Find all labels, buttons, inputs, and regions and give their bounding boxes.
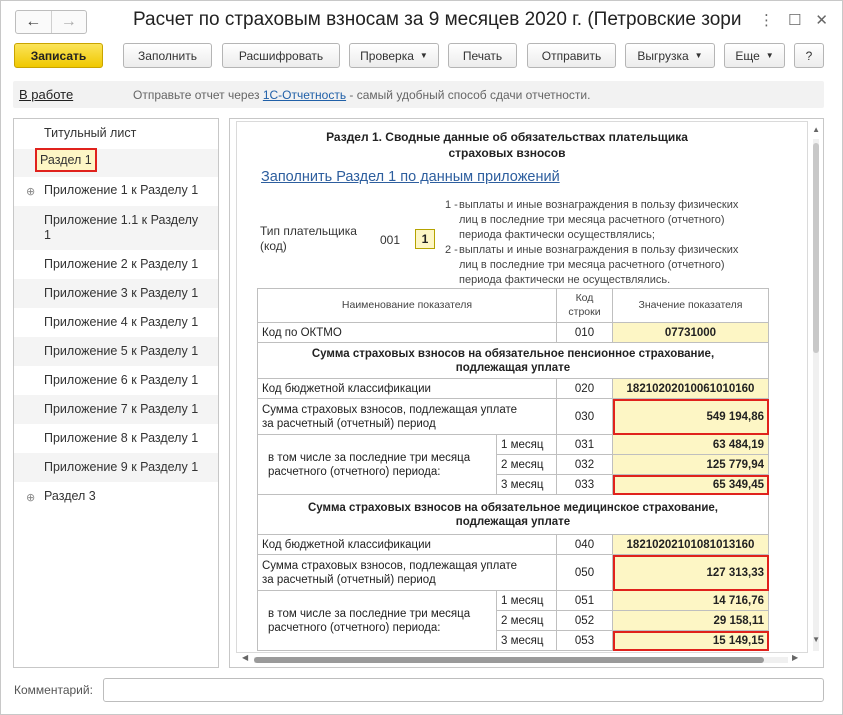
row-label-1: Сумма страховых взносов, подлежащая уплате xyxy=(262,559,518,572)
row-code: 010 xyxy=(557,323,613,343)
chevron-down-icon: ▼ xyxy=(765,51,774,60)
month-label: 1 месяц xyxy=(497,591,557,611)
vertical-scrollbar[interactable] xyxy=(813,139,819,651)
send-button[interactable]: Отправить xyxy=(527,43,616,68)
tree-item-appendix-6[interactable]: Приложение 6 к Разделу 1 xyxy=(44,373,199,387)
more-dropdown[interactable] xyxy=(724,43,785,68)
note-text: лиц в последние три месяца расчетного (отчетного) xyxy=(459,214,725,226)
back-arrow-icon[interactable]: ← xyxy=(25,13,42,30)
pension-sum-field[interactable]: 549 194,86 xyxy=(613,399,769,435)
close-icon[interactable]: ✕ xyxy=(815,12,828,29)
tree-item-section-3[interactable] xyxy=(14,489,218,504)
payer-type-label-2: (код) xyxy=(260,239,287,253)
fill-button[interactable]: Заполнить xyxy=(123,43,212,68)
row-code: 052 xyxy=(557,611,613,631)
medical-month-1-field[interactable]: 14 716,76 xyxy=(613,591,769,611)
header-code-2: строки xyxy=(568,306,601,318)
decode-button[interactable]: Расшифровать xyxy=(222,43,340,68)
check-label: Проверка xyxy=(360,48,414,63)
row-code: 030 xyxy=(557,399,613,435)
medical-kbk-field[interactable]: 18210202101081013160 xyxy=(613,535,769,555)
comment-label: Комментарий: xyxy=(14,683,93,697)
table-row xyxy=(257,535,769,555)
forward-arrow-icon[interactable]: → xyxy=(51,11,87,33)
row-code: 032 xyxy=(557,455,613,475)
tree-item-appendix-1-1[interactable] xyxy=(14,206,218,250)
row-label-2: за расчетный (отчетный) период xyxy=(262,417,436,430)
medical-month-2-field[interactable]: 29 158,11 xyxy=(613,611,769,631)
pension-month-1-field[interactable]: 63 484,19 xyxy=(613,435,769,455)
row-label xyxy=(257,591,497,651)
tree-item-appendix-9[interactable]: Приложение 9 к Разделу 1 xyxy=(14,453,218,482)
chevron-down-icon: ▼ xyxy=(694,51,703,60)
month-label: 2 месяц xyxy=(497,611,557,631)
save-button[interactable]: Записать xyxy=(14,43,103,68)
row-code: 051 xyxy=(557,591,613,611)
payer-type-label xyxy=(260,224,357,254)
row-label: Код бюджетной классификации xyxy=(257,379,557,399)
row-label xyxy=(257,555,557,591)
row-label-2: расчетного (отчетного) периода: xyxy=(268,621,441,634)
tree-item-label-cont: 1 xyxy=(44,228,51,242)
row-label: Код бюджетной классификации xyxy=(257,535,557,555)
note-number: 2 - xyxy=(445,244,458,256)
note-text: выплаты и иные вознаграждения в пользу физических xyxy=(459,199,739,211)
payer-type-line-code: 001 xyxy=(380,233,401,247)
export-label: Выгрузка xyxy=(637,48,689,63)
section-title-line-1: Раздел 1. Сводные данные об обязательствах плательщика xyxy=(326,130,688,144)
1c-reporting-link[interactable]: 1С-Отчетность xyxy=(262,88,347,102)
tree-item-appendix-5[interactable]: Приложение 5 к Разделу 1 xyxy=(14,337,218,366)
check-dropdown[interactable] xyxy=(349,43,439,68)
scroll-down-icon[interactable]: ▼ xyxy=(812,635,820,644)
nav-buttons xyxy=(15,10,87,34)
tree-item-appendix-4[interactable]: Приложение 4 к Разделу 1 xyxy=(44,315,199,329)
status-bar xyxy=(13,81,824,108)
row-code: 050 xyxy=(557,555,613,591)
row-code: 020 xyxy=(557,379,613,399)
table-group-title xyxy=(257,495,769,535)
payer-type-notes xyxy=(445,198,765,288)
table-row xyxy=(257,555,769,591)
export-dropdown[interactable] xyxy=(625,43,715,68)
tree-item-appendix-7[interactable]: Приложение 7 к Разделу 1 xyxy=(14,395,218,424)
pension-month-2-field[interactable]: 125 779,94 xyxy=(613,455,769,475)
medical-title-2: подлежащая уплате xyxy=(455,515,571,528)
section-title-line-2: страховых взносов xyxy=(448,146,566,160)
pension-group-title xyxy=(257,343,769,379)
vertical-scroll-thumb[interactable] xyxy=(813,143,819,353)
row-label-1: в том числе за последние три месяца xyxy=(268,451,471,464)
comment-input[interactable] xyxy=(103,678,824,702)
table-row-group xyxy=(257,591,769,651)
row-label: Код по ОКТМО xyxy=(257,323,557,343)
window-controls xyxy=(759,11,828,29)
month-label: 1 месяц xyxy=(497,435,557,455)
tree-item-label-selected: Раздел 1 xyxy=(35,148,97,172)
pension-title-1: Сумма страховых взносов на обязательное пенсионное страхование, xyxy=(311,347,715,360)
header-code xyxy=(557,288,613,323)
row-code: 040 xyxy=(557,535,613,555)
print-button[interactable]: Печать xyxy=(448,43,517,68)
tree-item-appendix-8[interactable]: Приложение 8 к Разделу 1 xyxy=(44,431,199,445)
expand-plus-icon[interactable]: ⊕ xyxy=(26,186,36,198)
note-number: 1 - xyxy=(445,199,458,211)
scroll-up-icon[interactable]: ▲ xyxy=(812,125,820,134)
pension-kbk-field[interactable]: 18210202010061010160 xyxy=(613,379,769,399)
scroll-left-icon[interactable]: ◀ xyxy=(242,653,249,662)
tree-item-appendix-2[interactable]: Приложение 2 к Разделу 1 xyxy=(44,257,199,271)
month-label: 3 месяц xyxy=(497,475,557,495)
toolbar xyxy=(1,43,842,73)
tree-item-title-page[interactable]: Титульный лист xyxy=(44,126,137,140)
fill-section-link[interactable]: Заполнить Раздел 1 по данным приложений xyxy=(261,169,560,185)
status-state-link[interactable]: В работе xyxy=(19,87,74,102)
payer-type-label-1: Тип плательщика xyxy=(260,224,357,238)
row-code: 031 xyxy=(557,435,613,455)
tree-item-section-1[interactable] xyxy=(14,149,218,177)
chevron-down-icon: ▼ xyxy=(419,51,428,60)
horizontal-scrollbar[interactable] xyxy=(254,657,788,663)
status-message xyxy=(133,88,590,102)
more-label: Еще xyxy=(735,48,760,63)
header-name: Наименование показателя xyxy=(257,288,557,323)
header-value: Значение показателя xyxy=(613,288,769,323)
medical-month-3-field[interactable]: 15 149,15 xyxy=(613,631,769,651)
title-bar xyxy=(1,1,842,41)
medical-sum-field[interactable]: 127 313,33 xyxy=(613,555,769,591)
section-form xyxy=(229,118,824,668)
note-text: выплаты и иные вознаграждения в пользу физических xyxy=(459,244,739,256)
row-code: 053 xyxy=(557,631,613,651)
sections-tree xyxy=(13,118,219,668)
tree-item-label: Приложение 1 к Разделу 1 xyxy=(44,183,199,197)
tree-item-appendix-3[interactable]: Приложение 3 к Разделу 1 xyxy=(14,279,218,308)
tree-item-label: Приложение 1.1 к Разделу xyxy=(44,213,199,227)
table-group-title xyxy=(257,343,769,379)
table-row-group xyxy=(257,435,769,495)
medical-group-title xyxy=(257,495,769,535)
row-label-2: расчетного (отчетного) периода: xyxy=(268,465,441,478)
row-label xyxy=(257,435,497,495)
note-text: периода фактически осуществлялись; xyxy=(459,229,655,241)
pension-title-2: подлежащая уплате xyxy=(455,361,571,374)
horizontal-scroll-thumb[interactable] xyxy=(254,657,764,663)
window-title: Расчет по страховым взносам за 9 месяцев 2020 г. (Петровские зори xyxy=(133,9,742,30)
tree-item-label: Раздел 3 xyxy=(44,489,96,503)
status-msg-after: - самый удобный способ сдачи отчетности. xyxy=(346,88,591,102)
row-code: 033 xyxy=(557,475,613,495)
table-row xyxy=(257,323,769,343)
row-label-1: в том числе за последние три месяца xyxy=(268,607,471,620)
form-sheet xyxy=(236,121,808,653)
table-row xyxy=(257,379,769,399)
note-text: лиц в последние три месяца расчетного (отчетного) xyxy=(459,259,725,271)
payer-type-field[interactable]: 1 xyxy=(415,229,435,249)
row-label-2: за расчетный (отчетный) период xyxy=(262,573,436,586)
row-label-1: Сумма страховых взносов, подлежащая уплате xyxy=(262,403,518,416)
table-row xyxy=(257,399,769,435)
section-title xyxy=(277,129,737,161)
month-label: 3 месяц xyxy=(497,631,557,651)
medical-title-1: Сумма страховых взносов на обязательное медицинское страхование, xyxy=(308,501,718,514)
table-header xyxy=(257,288,769,323)
tree-item-appendix-1[interactable] xyxy=(14,183,218,198)
month-label: 2 месяц xyxy=(497,455,557,475)
help-button[interactable]: ? xyxy=(794,43,824,68)
status-msg-before: Отправьте отчет через xyxy=(133,88,263,102)
maximize-icon[interactable]: ☐ xyxy=(787,12,802,29)
pension-month-3-field[interactable]: 65 349,45 xyxy=(613,475,769,495)
note-text: периода фактически не осуществлялись. xyxy=(459,274,671,286)
more-vertical-icon[interactable]: ⋮ xyxy=(758,12,774,29)
header-code-1: Код xyxy=(575,292,594,304)
expand-plus-icon[interactable]: ⊕ xyxy=(26,492,36,504)
scroll-right-icon[interactable]: ▶ xyxy=(792,653,799,662)
row-label xyxy=(257,399,557,435)
oktmo-field[interactable]: 07731000 xyxy=(613,323,769,343)
